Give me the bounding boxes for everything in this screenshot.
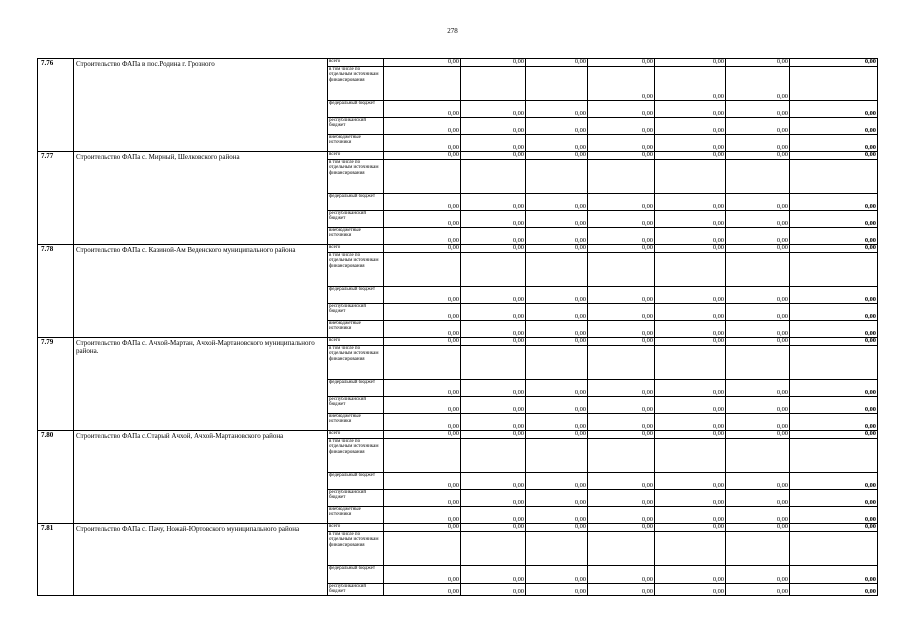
value-cell: 0,00 xyxy=(655,287,726,304)
value-cell: 0,00 xyxy=(384,228,461,245)
value-cell: 0,00 xyxy=(384,473,461,490)
value-cell xyxy=(726,160,790,194)
value-cell xyxy=(588,253,655,287)
value-cell: 0,00 xyxy=(726,245,790,253)
value-cell: 0,00 xyxy=(726,59,790,67)
value-cell: 0,00 xyxy=(726,431,790,439)
value-cell: 0,00 xyxy=(384,135,461,152)
value-cell: 0,00 xyxy=(526,211,588,228)
value-cell xyxy=(790,532,878,566)
value-cell: 0,00 xyxy=(526,304,588,321)
value-cell: 0,00 xyxy=(588,287,655,304)
funding-source-label: республиканский бюджет xyxy=(328,118,384,135)
project-name: Строительство ФАПа с.Старый Ачхой, Ачхой-Мартановского района xyxy=(74,431,328,524)
value-cell: 0,00 xyxy=(526,490,588,507)
value-cell: 0,00 xyxy=(526,338,588,346)
value-cell: 0,00 xyxy=(384,566,461,584)
funding-source-label: внебюджетные источники xyxy=(328,135,384,152)
project-name: Строительство ФАПа с. Казиной-Ам Веденского муниципального района xyxy=(74,245,328,338)
table-row xyxy=(38,59,878,67)
value-cell: 0,00 xyxy=(726,397,790,414)
project-name: Строительство ФАПа с. Мирный, Шелковского района xyxy=(74,152,328,245)
value-cell: 0,00 xyxy=(461,228,526,245)
value-cell: 0,00 xyxy=(384,59,461,67)
funding-source-label: внебюджетные источники xyxy=(328,507,384,524)
value-cell: 0,00 xyxy=(790,584,878,596)
value-cell: 0,00 xyxy=(461,304,526,321)
value-cell: 0,00 xyxy=(790,194,878,211)
value-cell xyxy=(526,160,588,194)
value-cell: 0,00 xyxy=(526,287,588,304)
value-cell: 0,00 xyxy=(588,59,655,67)
value-cell: 0,00 xyxy=(790,152,878,160)
project-name: Строительство ФАПа с. Пачу, Ножай-Юртовского муниципального района xyxy=(74,524,328,596)
value-cell xyxy=(588,346,655,380)
funding-source-label: всего xyxy=(328,524,384,532)
value-cell: 0,00 xyxy=(655,507,726,524)
value-cell: 0,00 xyxy=(384,490,461,507)
value-cell: 0,00 xyxy=(790,338,878,346)
value-cell: 0,00 xyxy=(526,397,588,414)
funding-source-label: федеральный бюджет xyxy=(328,473,384,490)
value-cell: 0,00 xyxy=(461,397,526,414)
funding-source-label: внебюджетные источники xyxy=(328,321,384,338)
value-cell xyxy=(790,160,878,194)
value-cell: 0,00 xyxy=(461,101,526,118)
value-cell: 0,00 xyxy=(526,135,588,152)
value-cell: 0,00 xyxy=(790,473,878,490)
project-name: Строительство ФАПа в пос.Родина г. Грозного xyxy=(74,59,328,152)
value-cell: 0,00 xyxy=(588,566,655,584)
value-cell: 0,00 xyxy=(790,566,878,584)
value-cell: 0,00 xyxy=(790,304,878,321)
value-cell: 0,00 xyxy=(655,584,726,596)
value-cell: 0,00 xyxy=(461,287,526,304)
project-number: 7.80 xyxy=(38,431,74,524)
value-cell: 0,00 xyxy=(384,321,461,338)
value-cell: 0,00 xyxy=(588,152,655,160)
value-cell: 0,00 xyxy=(384,194,461,211)
funding-source-label: республиканский бюджет xyxy=(328,584,384,596)
value-cell xyxy=(384,253,461,287)
value-cell: 0,00 xyxy=(588,584,655,596)
value-cell xyxy=(790,253,878,287)
value-cell: 0,00 xyxy=(726,67,790,101)
funding-source-label: всего xyxy=(328,338,384,346)
funding-source-label: внебюджетные источники xyxy=(328,414,384,431)
funding-source-label: республиканский бюджет xyxy=(328,490,384,507)
value-cell: 0,00 xyxy=(384,397,461,414)
value-cell: 0,00 xyxy=(726,304,790,321)
value-cell: 0,00 xyxy=(384,101,461,118)
value-cell: 0,00 xyxy=(790,228,878,245)
value-cell: 0,00 xyxy=(655,135,726,152)
value-cell: 0,00 xyxy=(655,228,726,245)
value-cell: 0,00 xyxy=(461,118,526,135)
table-row xyxy=(38,152,878,160)
value-cell: 0,00 xyxy=(726,228,790,245)
value-cell xyxy=(461,253,526,287)
value-cell: 0,00 xyxy=(655,304,726,321)
funding-source-label: федеральный бюджет xyxy=(328,566,384,584)
value-cell: 0,00 xyxy=(655,101,726,118)
value-cell xyxy=(461,346,526,380)
value-cell: 0,00 xyxy=(655,490,726,507)
funding-source-label: в том числе по отдельным источникам финансирования xyxy=(328,532,384,566)
value-cell: 0,00 xyxy=(655,380,726,397)
value-cell: 0,00 xyxy=(384,245,461,253)
funding-source-label: всего xyxy=(328,431,384,439)
value-cell: 0,00 xyxy=(655,152,726,160)
value-cell: 0,00 xyxy=(461,566,526,584)
value-cell: 0,00 xyxy=(526,584,588,596)
value-cell xyxy=(726,253,790,287)
value-cell: 0,00 xyxy=(790,431,878,439)
project-name: Строительство ФАПа с. Ачхой-Мартан, Ачхой-Мартановского муниципального района. xyxy=(74,338,328,431)
funding-source-label: федеральный бюджет xyxy=(328,101,384,118)
value-cell: 0,00 xyxy=(384,584,461,596)
value-cell: 0,00 xyxy=(384,380,461,397)
value-cell xyxy=(526,253,588,287)
value-cell: 0,00 xyxy=(726,380,790,397)
value-cell: 0,00 xyxy=(790,211,878,228)
value-cell xyxy=(461,532,526,566)
value-cell: 0,00 xyxy=(384,287,461,304)
value-cell: 0,00 xyxy=(726,338,790,346)
value-cell: 0,00 xyxy=(790,118,878,135)
funding-source-label: в том числе по отдельным источникам финансирования xyxy=(328,160,384,194)
value-cell: 0,00 xyxy=(726,414,790,431)
value-cell: 0,00 xyxy=(790,287,878,304)
value-cell: 0,00 xyxy=(526,101,588,118)
funding-source-label: внебюджетные источники xyxy=(328,228,384,245)
value-cell: 0,00 xyxy=(655,321,726,338)
funding-source-label: всего xyxy=(328,59,384,67)
funding-source-label: всего xyxy=(328,152,384,160)
project-number: 7.81 xyxy=(38,524,74,596)
project-number: 7.77 xyxy=(38,152,74,245)
value-cell: 0,00 xyxy=(588,245,655,253)
value-cell: 0,00 xyxy=(726,321,790,338)
value-cell xyxy=(790,346,878,380)
value-cell xyxy=(384,160,461,194)
value-cell: 0,00 xyxy=(461,338,526,346)
value-cell: 0,00 xyxy=(461,507,526,524)
value-cell: 0,00 xyxy=(655,397,726,414)
value-cell: 0,00 xyxy=(588,321,655,338)
table-row xyxy=(38,338,878,346)
funding-source-label: республиканский бюджет xyxy=(328,304,384,321)
value-cell: 0,00 xyxy=(526,507,588,524)
value-cell: 0,00 xyxy=(588,118,655,135)
value-cell: 0,00 xyxy=(384,152,461,160)
value-cell: 0,00 xyxy=(790,490,878,507)
value-cell: 0,00 xyxy=(655,118,726,135)
value-cell: 0,00 xyxy=(526,59,588,67)
funding-source-label: республиканский бюджет xyxy=(328,397,384,414)
value-cell xyxy=(588,532,655,566)
value-cell: 0,00 xyxy=(526,194,588,211)
value-cell xyxy=(588,160,655,194)
value-cell: 0,00 xyxy=(526,566,588,584)
value-cell: 0,00 xyxy=(655,67,726,101)
value-cell: 0,00 xyxy=(790,135,878,152)
value-cell: 0,00 xyxy=(726,473,790,490)
value-cell: 0,00 xyxy=(655,414,726,431)
value-cell: 0,00 xyxy=(726,507,790,524)
value-cell: 0,00 xyxy=(461,135,526,152)
value-cell: 0,00 xyxy=(461,245,526,253)
value-cell: 0,00 xyxy=(384,507,461,524)
value-cell: 0,00 xyxy=(655,338,726,346)
value-cell: 0,00 xyxy=(588,194,655,211)
value-cell: 0,00 xyxy=(384,414,461,431)
value-cell: 0,00 xyxy=(726,287,790,304)
value-cell xyxy=(526,67,588,101)
value-cell xyxy=(588,439,655,473)
value-cell: 0,00 xyxy=(588,135,655,152)
value-cell xyxy=(384,439,461,473)
funding-source-label: в том числе по отдельным источникам финансирования xyxy=(328,67,384,101)
value-cell xyxy=(655,160,726,194)
value-cell: 0,00 xyxy=(790,397,878,414)
value-cell: 0,00 xyxy=(726,524,790,532)
value-cell: 0,00 xyxy=(790,524,878,532)
value-cell: 0,00 xyxy=(726,490,790,507)
value-cell: 0,00 xyxy=(726,584,790,596)
value-cell: 0,00 xyxy=(588,490,655,507)
funding-source-label: в том числе по отдельным источникам финансирования xyxy=(328,346,384,380)
value-cell: 0,00 xyxy=(588,338,655,346)
value-cell: 0,00 xyxy=(461,194,526,211)
value-cell: 0,00 xyxy=(588,380,655,397)
value-cell: 0,00 xyxy=(588,211,655,228)
value-cell: 0,00 xyxy=(384,211,461,228)
funding-source-label: всего xyxy=(328,245,384,253)
value-cell: 0,00 xyxy=(461,211,526,228)
value-cell: 0,00 xyxy=(726,211,790,228)
value-cell: 0,00 xyxy=(526,414,588,431)
value-cell: 0,00 xyxy=(384,304,461,321)
page-number: 278 xyxy=(447,27,458,35)
value-cell: 0,00 xyxy=(526,245,588,253)
value-cell: 0,00 xyxy=(655,566,726,584)
value-cell xyxy=(726,439,790,473)
value-cell: 0,00 xyxy=(790,380,878,397)
value-cell: 0,00 xyxy=(588,397,655,414)
value-cell: 0,00 xyxy=(461,414,526,431)
value-cell: 0,00 xyxy=(588,473,655,490)
value-cell: 0,00 xyxy=(588,431,655,439)
table-row xyxy=(38,524,878,532)
project-number: 7.79 xyxy=(38,338,74,431)
value-cell: 0,00 xyxy=(588,524,655,532)
value-cell xyxy=(726,532,790,566)
funding-source-label: республиканский бюджет xyxy=(328,211,384,228)
value-cell xyxy=(384,532,461,566)
table-row xyxy=(38,431,878,439)
value-cell: 0,00 xyxy=(526,473,588,490)
value-cell xyxy=(726,346,790,380)
value-cell: 0,00 xyxy=(790,321,878,338)
funding-source-label: федеральный бюджет xyxy=(328,380,384,397)
value-cell: 0,00 xyxy=(461,321,526,338)
value-cell: 0,00 xyxy=(526,228,588,245)
value-cell xyxy=(461,160,526,194)
value-cell xyxy=(655,346,726,380)
value-cell: 0,00 xyxy=(726,152,790,160)
value-cell: 0,00 xyxy=(655,211,726,228)
project-number: 7.78 xyxy=(38,245,74,338)
funding-source-label: федеральный бюджет xyxy=(328,287,384,304)
value-cell: 0,00 xyxy=(384,338,461,346)
value-cell: 0,00 xyxy=(588,507,655,524)
value-cell: 0,00 xyxy=(526,321,588,338)
value-cell: 0,00 xyxy=(655,245,726,253)
value-cell xyxy=(526,532,588,566)
value-cell xyxy=(384,346,461,380)
value-cell xyxy=(790,439,878,473)
value-cell: 0,00 xyxy=(588,414,655,431)
value-cell: 0,00 xyxy=(588,228,655,245)
value-cell: 0,00 xyxy=(526,152,588,160)
funding-source-label: в том числе по отдельным источникам финансирования xyxy=(328,439,384,473)
value-cell: 0,00 xyxy=(790,414,878,431)
value-cell: 0,00 xyxy=(655,194,726,211)
value-cell xyxy=(790,67,878,101)
value-cell xyxy=(461,67,526,101)
value-cell: 0,00 xyxy=(384,431,461,439)
value-cell: 0,00 xyxy=(726,101,790,118)
value-cell: 0,00 xyxy=(655,431,726,439)
value-cell: 0,00 xyxy=(461,490,526,507)
value-cell: 0,00 xyxy=(526,380,588,397)
value-cell: 0,00 xyxy=(588,304,655,321)
value-cell: 0,00 xyxy=(655,524,726,532)
value-cell: 0,00 xyxy=(726,135,790,152)
value-cell: 0,00 xyxy=(790,507,878,524)
funding-source-label: федеральный бюджет xyxy=(328,194,384,211)
value-cell xyxy=(526,439,588,473)
value-cell: 0,00 xyxy=(655,473,726,490)
value-cell: 0,00 xyxy=(726,118,790,135)
value-cell xyxy=(655,439,726,473)
value-cell: 0,00 xyxy=(655,59,726,67)
value-cell: 0,00 xyxy=(461,524,526,532)
table-row xyxy=(38,245,878,253)
value-cell xyxy=(461,439,526,473)
value-cell: 0,00 xyxy=(461,584,526,596)
value-cell: 0,00 xyxy=(461,431,526,439)
value-cell xyxy=(655,532,726,566)
value-cell: 0,00 xyxy=(790,59,878,67)
value-cell: 0,00 xyxy=(461,473,526,490)
value-cell: 0,00 xyxy=(526,118,588,135)
value-cell: 0,00 xyxy=(526,431,588,439)
value-cell xyxy=(655,253,726,287)
value-cell: 0,00 xyxy=(588,67,655,101)
value-cell: 0,00 xyxy=(461,59,526,67)
value-cell: 0,00 xyxy=(461,380,526,397)
value-cell: 0,00 xyxy=(726,194,790,211)
value-cell: 0,00 xyxy=(588,101,655,118)
value-cell: 0,00 xyxy=(461,152,526,160)
project-number: 7.76 xyxy=(38,59,74,152)
value-cell: 0,00 xyxy=(384,524,461,532)
value-cell: 0,00 xyxy=(384,118,461,135)
value-cell: 0,00 xyxy=(790,245,878,253)
budget-table xyxy=(37,58,878,596)
value-cell xyxy=(384,67,461,101)
value-cell: 0,00 xyxy=(726,566,790,584)
value-cell: 0,00 xyxy=(790,101,878,118)
value-cell: 0,00 xyxy=(526,524,588,532)
funding-source-label: в том числе по отдельным источникам финансирования xyxy=(328,253,384,287)
value-cell xyxy=(526,346,588,380)
